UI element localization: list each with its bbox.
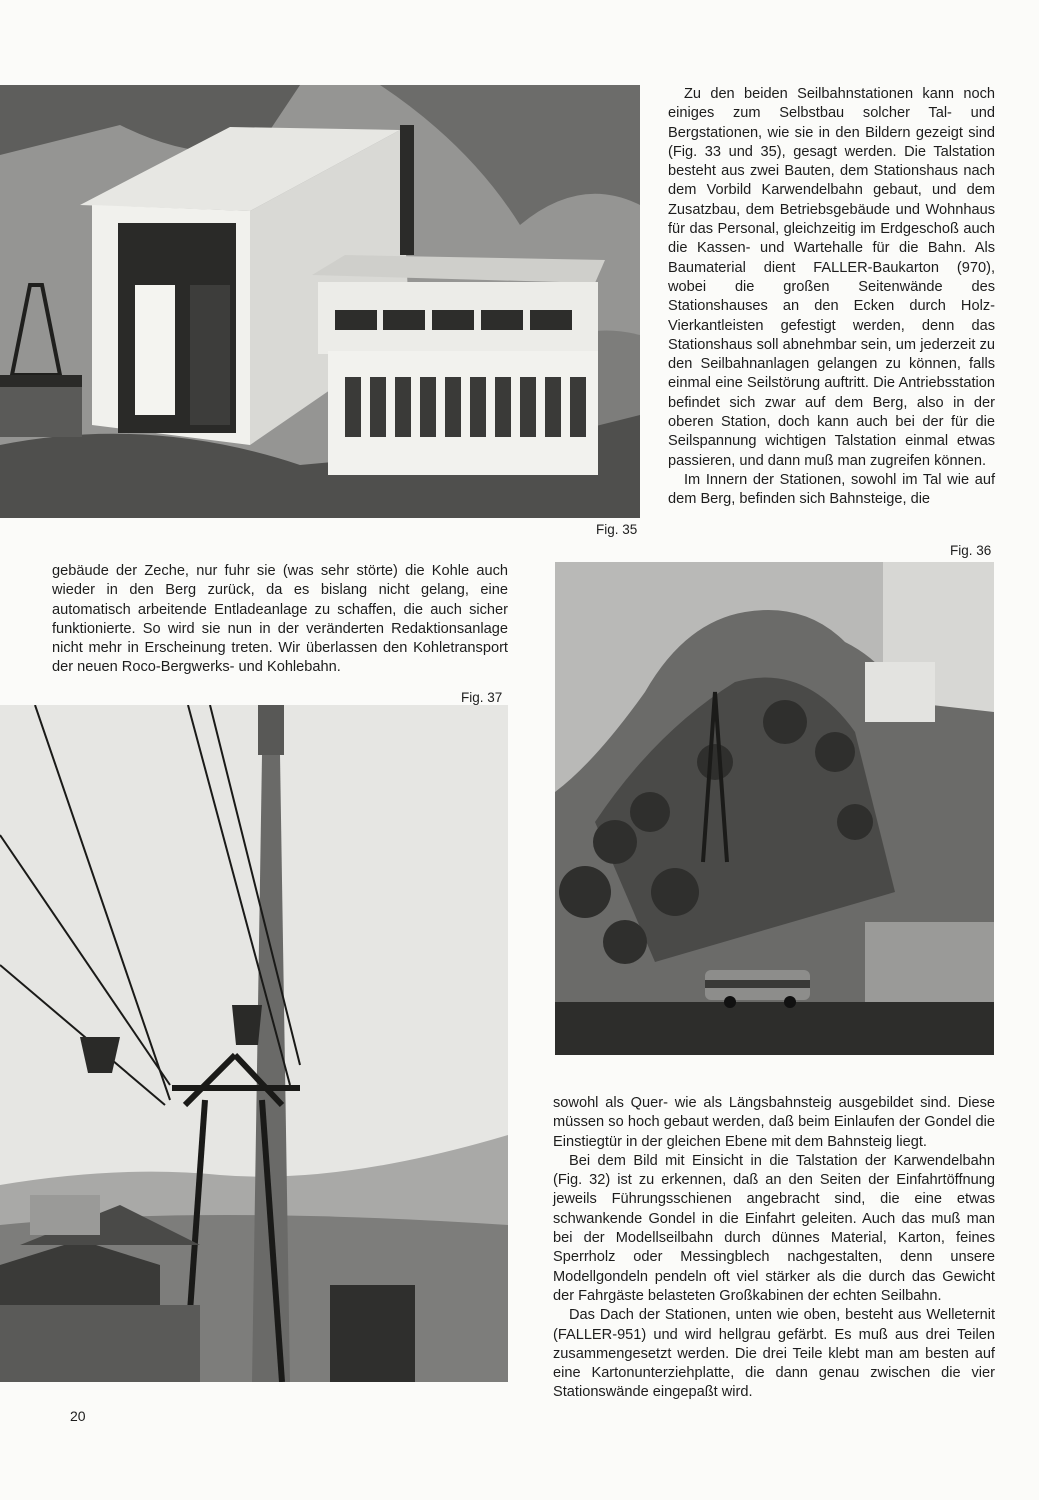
- photo-fig35-valley-station: [0, 85, 640, 518]
- text-column-top-right: [668, 85, 995, 510]
- caption-fig37: Fig. 37: [461, 690, 503, 705]
- paragraph: Das Dach der Stationen, unten wie oben, besteht aus Welleternit (FALLER-951) und wird hellgrau gefärbt. Es muß aus drei Teilen zusammengesetzt werden. Die drei Teile klebt man am besten auf eine Kartonunterziehplatte, die dann genau zwischen die vier Stationswände eingepaßt wird.: [553, 1307, 995, 1401]
- text-column-bottom-right: [553, 1094, 995, 1403]
- caption-fig35: Fig. 35: [596, 522, 638, 537]
- paragraph: Bei dem Bild mit Einsicht in die Talstation der Karwendelbahn (Fig. 32) ist zu erkennen, daß an den Seiten der Einfahrtöffnung jeweils Führungsschienen angebracht sind, die eine etwas schwankende Gondel in die Einfahrt geleiten. Auch das muß man bei der Modellseilbahn durch dünnes Material, Karton, feines Sperrholz oder Messingblech nachgestalten, denn unsere Modellgondeln pendeln oft viel stärker als die durch das Gewicht der Fahrgäste belasteten Großkabinen der echten Seilbahn.: [553, 1152, 995, 1304]
- paragraph: Zu den beiden Seilbahnstationen kann noch einiges zum Selbstbau solcher Tal- und Bergstationen, wie sie in den Bildern gezeigt sind (Fig. 33 und 35), gesagt werden. Die Talstation besteht aus zwei Bauten, dem Stationshaus nach dem Vorbild Karwendelbahn gebaut, und dem Zusatzbau, dem Betriebsgebäude und Wohnhaus für das Personal, gleichzeitig im Erdgeschoß auch die Kassen- und Wartehalle für die Bahn. Als Baumaterial dient FALLER-Baukarton (970), wobei die großen Seitenwände des Stationshauses an den Ecken durch Holz-Vierkantleisten gefestigt werden, denn das Stationshaus soll abnehmbar sein, um jederzeit zu den Seilbahnanlagen gelangen zu können, falls einmal eine Seilstörung auftritt. Die Antriebsstation befindet sich zwar auf dem Berg, also in der oberen Station, doch kann auch bei der für die Seilspannung wichtigen Talstation einmal etwas passieren, und dann muß man zugreifen können.: [668, 86, 995, 469]
- paragraph: sowohl als Quer- wie als Längsbahnsteig ausgebildet sind. Diese müssen so hoch gebaut werden, daß beim Einlaufen der Gondel die Einstiegtür in der gleichen Ebene mit dem Bahnsteig liegt.: [553, 1095, 995, 1150]
- text-column-left-mid: [52, 562, 508, 678]
- paragraph: Im Innern der Stationen, sowohl im Tal wie auf dem Berg, befinden sich Bahnsteige, die: [668, 471, 995, 508]
- photo-fig36-mountain-model: [555, 562, 994, 1055]
- photo-fig37-coal-ropeway: [0, 705, 508, 1382]
- caption-fig36: Fig. 36: [950, 543, 992, 558]
- page-number: 20: [70, 1408, 86, 1424]
- paragraph: gebäude der Zeche, nur fuhr sie (was sehr störte) die Kohle auch wieder in den Berg zurück, da es bislang nicht gelang, eine automatisch arbeitende Entladeanlage zu schaffen, die auch sicher funktionierte. So wird sie nun in der veränderten Redaktionsanlage nicht mehr in Erscheinung treten. Wir überlassen den Kohletransport der neuen Roco-Bergwerks- und Kohlebahn.: [52, 563, 508, 676]
